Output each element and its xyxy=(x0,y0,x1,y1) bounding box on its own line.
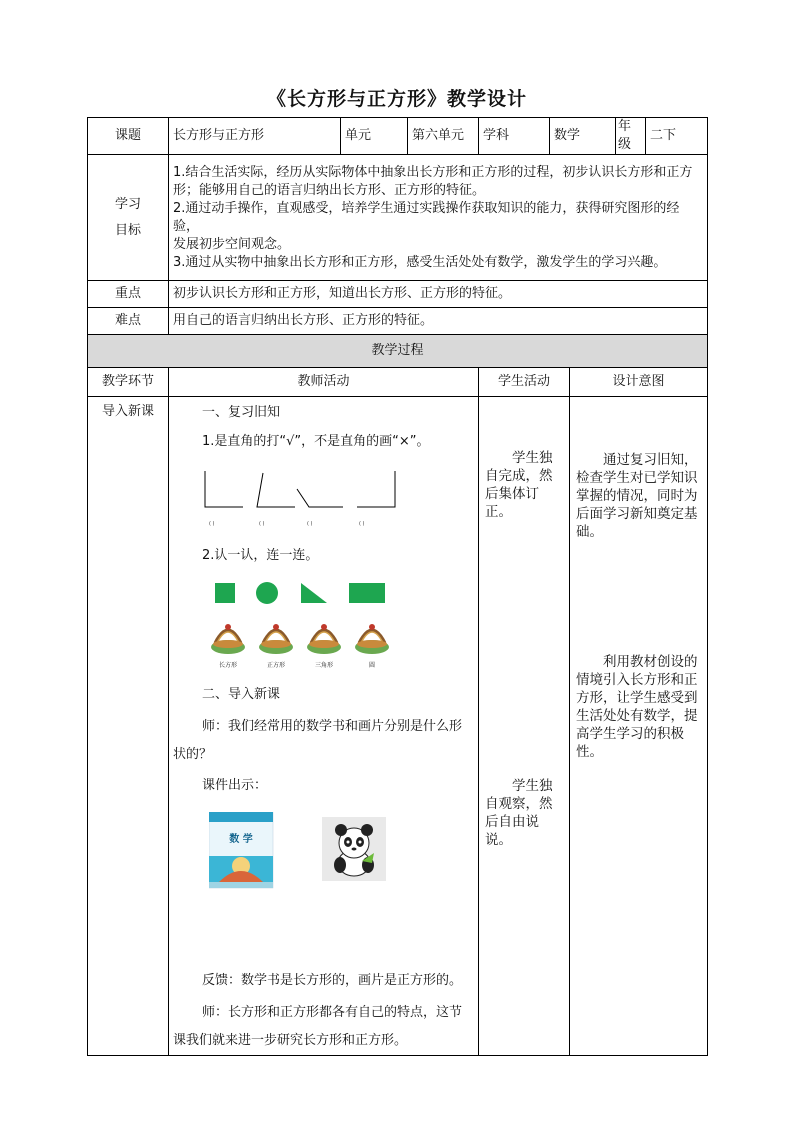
goals-row xyxy=(88,155,708,281)
basket-4 xyxy=(355,624,389,654)
design-intent-2: 利用教材创设的情境引入长方形和正方形，让学生感受到生活处处有数学，提高学生学习的积极性。 xyxy=(576,654,698,760)
circle-shape xyxy=(256,582,278,604)
key-label: 重点 xyxy=(88,281,169,308)
subject-value: 数学 xyxy=(550,118,616,155)
answer-paren-4: ( ) xyxy=(359,521,365,527)
feedback-text: 反馈：数学书是长方形的，画片是正方形的。 xyxy=(202,973,463,988)
design-intent xyxy=(570,397,708,1056)
rectangle-shape xyxy=(349,583,385,603)
page-title: 《长方形与正方形》教学设计 xyxy=(266,88,527,110)
angle-figure-4 xyxy=(357,471,395,507)
key-row xyxy=(88,281,708,308)
math-book-image xyxy=(209,812,275,892)
topic-value: 长方形与正方形 xyxy=(169,118,341,155)
grade-value: 二下 xyxy=(646,118,708,155)
shape-row xyxy=(213,581,393,607)
lesson-plan-table xyxy=(87,117,708,1056)
basket-label-square: 正方形 xyxy=(266,662,285,669)
angle-figure-3 xyxy=(297,489,343,507)
goals-label: 学习 目标 xyxy=(88,155,169,281)
basket-1 xyxy=(211,624,245,654)
answer-paren-1: ( ) xyxy=(209,521,215,527)
basket-2 xyxy=(259,624,293,654)
review-heading: 一、复习旧知 xyxy=(202,405,281,420)
info-row xyxy=(88,118,708,155)
teacher-activity xyxy=(169,397,479,1056)
unit-value: 第六单元 xyxy=(408,118,479,155)
teacher-question-line-1: 师：我们经常用的数学书和画片分别是什么形 xyxy=(202,719,463,734)
teacher-question-line-2: 状的？ xyxy=(173,747,213,762)
basket-label-rectangle: 长方形 xyxy=(218,662,237,669)
panda-picture-image xyxy=(322,817,386,881)
angle-figure-1 xyxy=(205,471,243,507)
question-2: 2.认一认，连一连。 xyxy=(202,548,319,563)
stage-cell: 导入新课 xyxy=(88,397,169,1056)
key-text: 初步认识长方形和正方形，知道出长方形、正方形的特征。 xyxy=(169,281,708,308)
basket-label-circle: 圆 xyxy=(368,662,375,669)
process-row xyxy=(88,397,708,1056)
col-student: 学生活动 xyxy=(479,368,570,397)
col-intent: 设计意图 xyxy=(570,368,708,397)
math-book-title: 数 学 xyxy=(229,834,253,845)
topic-label: 课题 xyxy=(88,118,169,155)
intro-heading: 二、导入新课 xyxy=(202,687,281,702)
subject-label: 学科 xyxy=(479,118,550,155)
difficulty-text: 用自己的语言归纳出长方形、正方形的特征。 xyxy=(169,308,708,335)
triangle-shape xyxy=(301,583,327,603)
difficulty-row xyxy=(88,308,708,335)
basket-label-triangle: 三角形 xyxy=(314,662,333,669)
process-heading: 教学过程 xyxy=(88,335,708,368)
unit-label: 单元 xyxy=(341,118,408,155)
process-heading-row xyxy=(88,335,708,368)
closing-line-1: 师：长方形和正方形都各有自己的特点，这节 xyxy=(202,1005,463,1020)
basket-3 xyxy=(307,624,341,654)
difficulty-label: 难点 xyxy=(88,308,169,335)
angle-figure-2 xyxy=(257,473,295,507)
student-activity-2: 学生独自观察，然后自由说说。 xyxy=(485,778,553,848)
col-teacher: 教师活动 xyxy=(169,368,479,397)
square-shape xyxy=(215,583,235,603)
closing-line-2: 课我们就来进一步研究长方形和正方形。 xyxy=(173,1033,408,1048)
question-1: 1.是直角的打“√”，不是直角的画“×”。 xyxy=(202,434,430,449)
student-activity-1: 学生独自完成，然后集体订正。 xyxy=(485,450,553,520)
process-header-row xyxy=(88,368,708,397)
grade-label: 年级 xyxy=(616,118,646,155)
design-intent-1: 通过复习旧知，检查学生对已学知识掌握的情况，同时为后面学习新知奠定基础。 xyxy=(576,452,698,540)
courseware-label: 课件出示： xyxy=(202,778,268,793)
col-stage: 教学环节 xyxy=(88,368,169,397)
answer-paren-2: ( ) xyxy=(259,521,265,527)
angle-figures xyxy=(199,469,399,509)
student-activity xyxy=(479,397,570,1056)
goals-text: 1.结合生活实际，经历从实际物体中抽象出长方形和正方形的过程，初步认识长方形和正方 形；能够用自己的语言归纳出长方形、正方形的特征。 2.通过动手操作，直观感受，培养学生通过实践操作获取知识的能力，获得研究图形的经验， 发展初步空间观念。 3.通过从实物中抽象出长方形和正方形，感受生活处处有数学，激发学生的学习兴趣。 xyxy=(169,155,708,281)
answer-paren-3: ( ) xyxy=(307,521,313,527)
